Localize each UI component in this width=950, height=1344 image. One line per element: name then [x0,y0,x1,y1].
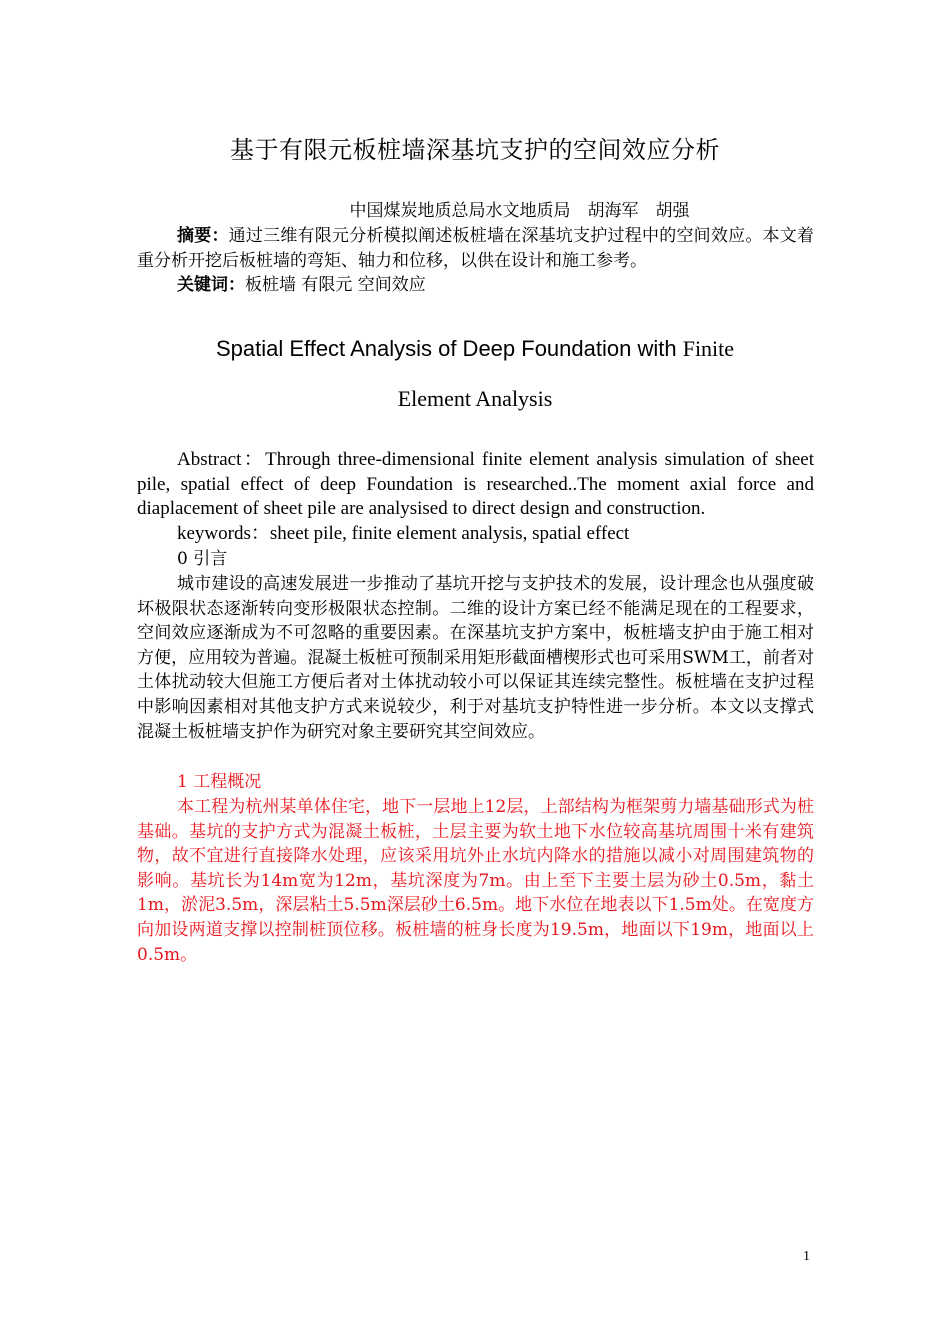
keywords-en: keywords：sheet pile, finite element analysis, spatial effect [177,523,630,544]
section-0-body: 城市建设的高速发展进一步推动了基坑开挖与支护技术的发展，设计理念也从强度破坏极限状态逐渐转向变形极限状态控制。二维的设计方案已经不能满足现在的工程要求，空间效应逐渐成为不可忽略的重要因素。在深基坑支护方案中，板桩墙支护由于施工相对方便，应用较为普遍。混凝土板桩可预制采用矩形截面槽楔形式也可采用SWM工，前者对土体扰动较大但施工方便后者对土体扰动较小可以保证其连续完整性。板桩墙在支护过程中影响因素相对其他支护方式来说较少，利于对基坑支护特性进一步分析。本文以支撑式混凝土板桩墙支护作为研究对象主要研究其空间效应。 [137,574,814,742]
english-title-line2: Element Analysis [397,386,553,411]
english-title-line1 [0,334,950,365]
abstract-en: Abstract：Through three-dimensional finite element analysis simulation of sheet pile, spatial effect of deep Foundation is researched..The moment axial force and diaplacement of sheet pile are analysised to direct design and construction. [137,449,814,520]
section-1-heading: 1 工程概况 [177,772,262,792]
section-1-body: 本工程为杭州某单体住宅，地下一层地上12层，上部结构为框架剪力墙基础形式为桩基础。基坑的支护方式为混凝土板桩，土层主要为软土地下水位较高基坑周围十米有建筑物，故不宜进行直接降水处理，应该采用坑外止水坑内降水的措施以减小对周围建筑物的影响。基坑长为14m宽为12m，基坑深度为7m。由上至下主要土层为砂土0.5m，黏土1m，淤泥3.5m，深层粘土5.5m深层砂土6.5m。地下水位在地表以下1.5m处。在宽度方向加设两道支撑以控制桩顶位移。板桩墙的桩身长度为19.5m，地面以下19m，地面以上0.5m。 [137,797,814,965]
keywords-cn-text: 板桩墙 有限元 空间效应 [245,275,426,295]
abstract-cn [137,224,814,273]
abstract-cn-text: 通过三维有限元分析模拟阐述板桩墙在深基坑支护过程中的空间效应。本文着重分析开挖后板桩墙的弯矩、轴力和位移，以供在设计和施工参考。 [137,226,815,271]
keywords-cn-label: 关键词： [177,275,245,295]
paper-title: 基于有限元板桩墙深基坑支护的空间效应分析 [230,136,720,164]
section-0-heading: 0 引言 [177,549,228,569]
page-number: 1 [803,1249,810,1264]
english-title-serif: Finite [682,336,735,361]
keywords-cn [137,273,814,298]
english-title-sans: Spatial Effect Analysis of Deep Foundation with [215,336,683,361]
abstract-cn-label: 摘要： [177,226,229,246]
author-affiliation: 中国煤炭地质总局水文地质局 胡海军 胡强 [349,201,690,221]
